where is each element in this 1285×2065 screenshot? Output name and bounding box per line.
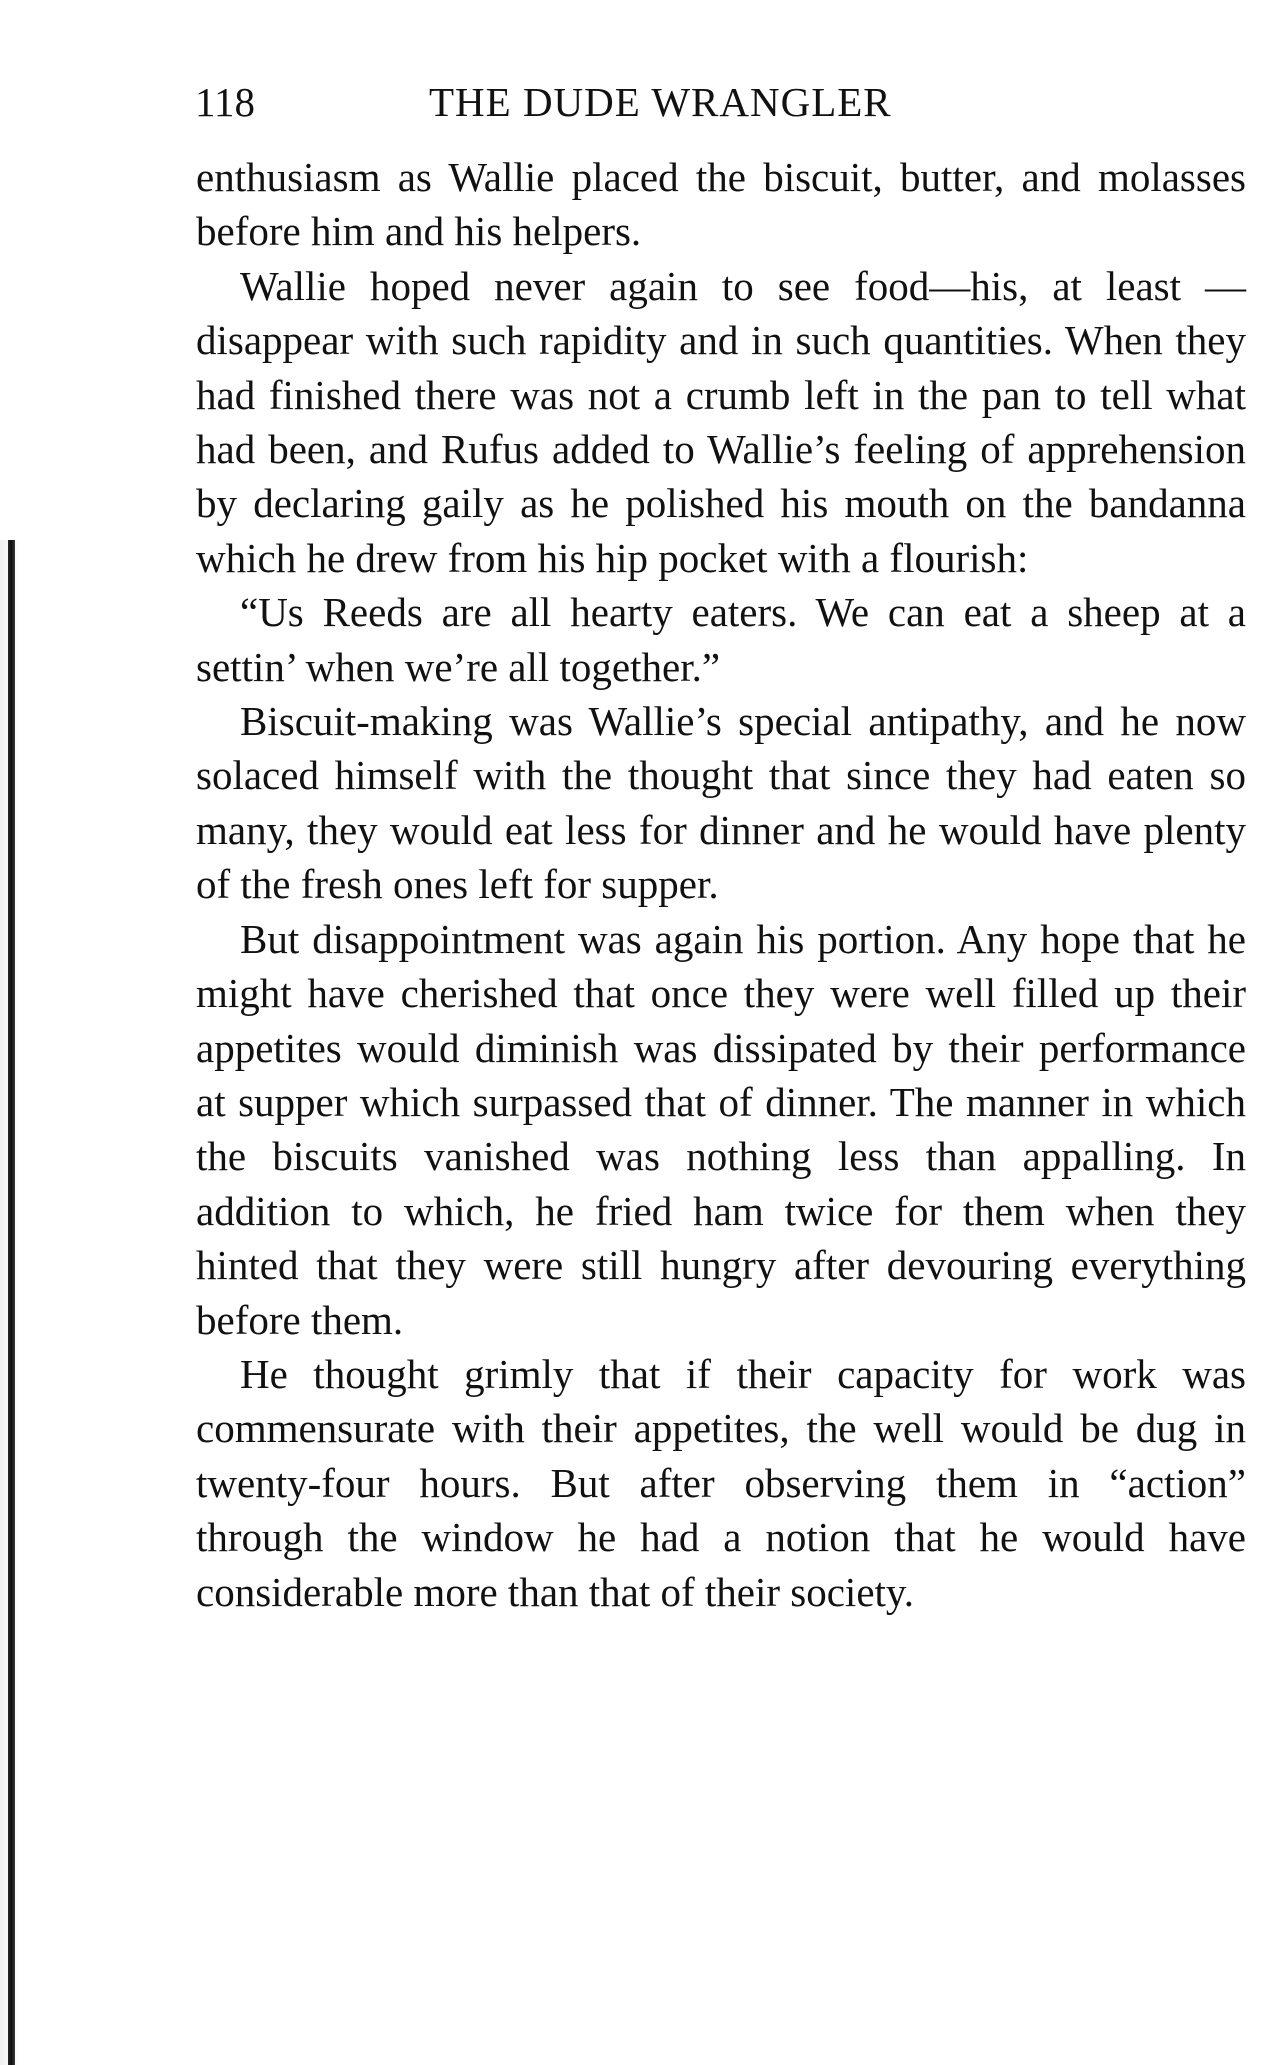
paragraph: He thought grimly that if their capacity for work was commensurate with their appetites, the well would be dug in twenty-four hours. But after observing them in “action” through the window he had a notion that he would have considerable more than that of their society. <box>196 1350 1246 1615</box>
paragraph-continued: enthusiasm as Wallie placed the biscuit, butter, and molasses before him and his helpers. <box>196 154 1246 255</box>
paragraph: Wallie hoped never again to see food—his, at least —disappear with such rapidity and in such quantities. When they had finished there was not a crumb left in the pan to tell what had been, and Rufus added to Wallie’s feeling of apprehension by declaring gaily as he polished his mouth on the bandanna which he drew from his hip pocket with a flourish: <box>196 262 1246 581</box>
page-edge <box>8 540 15 2065</box>
paragraph-quote: “Us Reeds are all hearty eaters. We can eat a sheep at a settin’ when we’re all together.” <box>196 589 1246 690</box>
body-text <box>196 150 1246 1619</box>
paragraph: Biscuit-making was Wallie’s special antipathy, and he now solaced himself with the thought that since they had eaten so many, they would eat less for dinner and he would have plenty of the fresh ones left for supper. <box>196 698 1246 908</box>
book-title: THE DUDE WRANGLER <box>429 79 892 125</box>
page-number: 118 <box>195 79 255 125</box>
paragraph: But disappointment was again his portion. Any hope that he might have cherished that once they were well filled up their appetites would diminish was dissipated by their performance at supper which surpassed that of dinner. The manner in which the biscuits vanished was nothing less than appalling. In addition to which, he fried ham twice for them when they hinted that they were still hungry after devouring everything before them. <box>196 915 1246 1343</box>
running-head <box>195 72 1025 132</box>
